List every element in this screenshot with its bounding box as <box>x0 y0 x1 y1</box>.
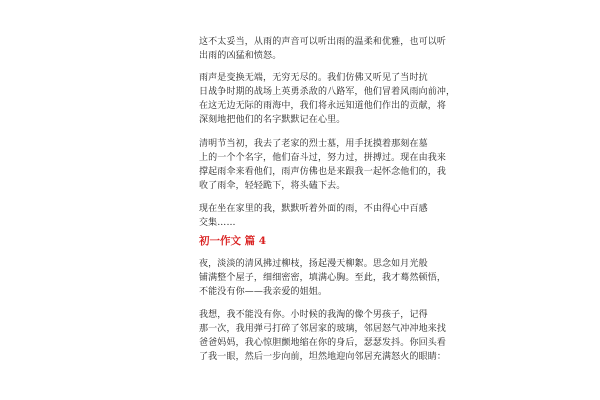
text-line: 收了雨伞，轻轻跪下，将头磕下去。 <box>199 181 346 191</box>
text-line: 上的一个个名字，他们奋斗过，努力过，拼搏过。现在由我来 <box>199 153 447 163</box>
text-line: 这不太妥当，从雨的声音可以听出雨的温柔和优雅，也可以听 <box>199 37 447 47</box>
text-line: 铺满整个屋子，细细密密，填满心胸。至此，我才蓦然顿悟， <box>199 273 447 283</box>
text-line: 我想，我不能没有你。小时候的我淘的像个男孩子，记得 <box>199 310 428 320</box>
text-line: 不能没有你——我亲爱的姐姐。 <box>199 287 328 297</box>
text-line: 夜，淡淡的清风拂过柳枝，扬起漫天柳絮。思念如月光般 <box>199 259 428 269</box>
text-line: 清明节当初，我去了老家的烈士墓，用手抚摸着那刻在墓 <box>199 139 428 149</box>
text-line: 日战争时期的战场上英勇杀敌的八路军，他们冒着风雨向前冲， <box>199 87 456 97</box>
section-heading: 初一作文 篇 4 <box>199 235 267 247</box>
text-line: 出雨的凶猛和愤怒。 <box>199 51 282 61</box>
text-line: 雨声是变换无端，无穷无尽的。我们仿佛又听见了当时抗 <box>199 73 428 83</box>
text-line: 那一次，我用弹弓打碎了邻居家的玻璃，邻居怒气冲冲地来找 <box>199 324 447 334</box>
text-line: 爸爸妈妈，我心惊胆颤地缩在你的身后，瑟瑟发抖。你回头看 <box>199 338 447 348</box>
text-line: 了我一眼，然后一步向前，坦然地迎向邻居充满怒火的眼睛： <box>199 352 447 362</box>
text-line: 交集…… <box>199 218 236 228</box>
text-line: 深刻地把他们的名字默默记在心里。 <box>199 115 346 125</box>
text-line: 在这无边无际的雨海中，我们将永远知道他们作出的贡献，将 <box>199 101 447 111</box>
text-line: 撑起雨伞来看他们，雨声仿佛也是来跟我一起怀念他们的，我 <box>199 167 447 177</box>
text-line: 现在坐在家里的我，默默听着外面的雨，不由得心中百感 <box>199 204 428 214</box>
